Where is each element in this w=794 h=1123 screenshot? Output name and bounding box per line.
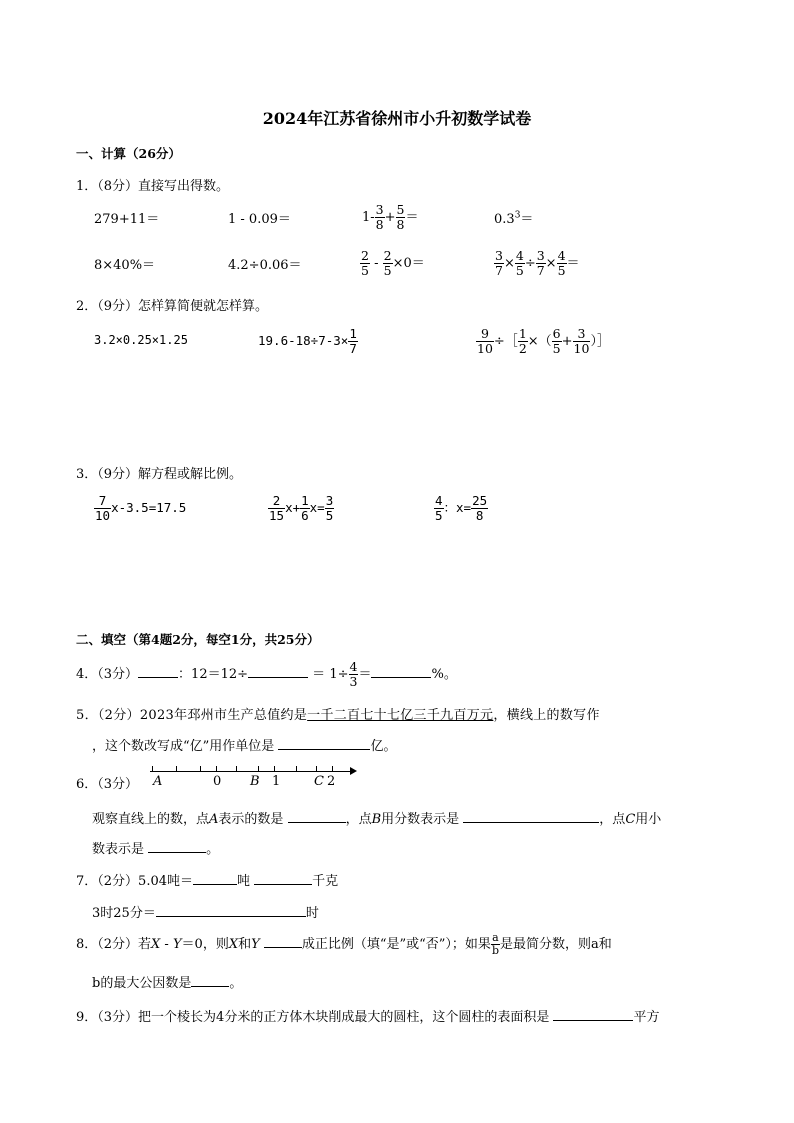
answer-blank[interactable]	[193, 870, 237, 885]
answer-blank[interactable]	[138, 663, 178, 678]
answer-blank[interactable]	[156, 902, 306, 917]
answer-blank[interactable]	[148, 838, 206, 853]
axis-label-c: C	[314, 774, 324, 789]
answer-blank[interactable]	[191, 972, 229, 987]
answer-blank[interactable]	[463, 808, 599, 823]
q2-expr-1: 3.2×0.25×1.25	[94, 333, 188, 347]
q1-item-fraction-expr: $\frac{2}{5}$ - $\frac{2}{5}$ ×0＝	[361, 248, 425, 278]
axis-label-2: 2	[327, 774, 336, 789]
question-5-line-2: ，这个数改写成“亿”用作单位是 亿。	[92, 735, 396, 754]
q2-expr-2: 19.6-18÷7-3× $\frac{1}{7}$	[258, 326, 357, 356]
answer-blank[interactable]	[371, 663, 431, 678]
section-heading-calc: 一、计算（26分）	[76, 146, 181, 161]
q1-item-fraction-expr: $\frac{3}{7}$ × $\frac{4}{5}$ ÷ $\frac{3}{7}$ × $\frac{4}{5}$ ＝	[495, 248, 580, 278]
question-5-line-1: 5．（2分）2023年邳州市生产总值约是一千二百七十七亿三千九百万元，横线上的数写作	[76, 708, 600, 723]
answer-blank[interactable]	[264, 933, 302, 948]
axis-label-0: 0	[213, 774, 222, 789]
answer-blank[interactable]	[288, 808, 346, 823]
q1-item: 279+11＝	[94, 212, 160, 227]
answer-blank[interactable]	[553, 1006, 633, 1021]
question-7-line-2: 3时25分＝ 时	[92, 902, 319, 921]
q3-equation-2: $\frac{2}{15}$ x+ $\frac{1}{6}$ x= $\frac{3}{5}$	[269, 493, 334, 523]
question-6-line-2: 数表示是 。	[92, 838, 219, 857]
q2-expr-3: $\frac{9}{10}$ ÷［ $\frac{1}{2}$ ×（ $\frac{6}{5}$ + $\frac{3}{10}$ ）］	[477, 326, 610, 356]
question-7-line-1: 7．（2分）5.04吨＝ 吨 千克	[76, 870, 338, 889]
underlined-number: 一千二百七十七亿三千九百万元	[307, 708, 494, 723]
answer-blank[interactable]	[278, 735, 370, 750]
axis-label-1: 1	[272, 774, 281, 789]
question-1-label: 1．（8分）直接写出得数。	[76, 179, 230, 194]
question-8-line-1: 8．（2分）若X - Y＝0，则X和Y 成正比例（填“是”或“否”）；如果 $\frac{a}{b}$ 是最简分数，则a和	[76, 931, 612, 957]
question-4: 4．（3分） ：12＝12÷ ＝ 1÷ $\frac{4}{3}$ ＝ %。	[76, 659, 457, 689]
question-9: 9．（3分）把一个棱长为4分米的正方体木块削成最大的圆柱，这个圆柱的表面积是 平方	[76, 1006, 659, 1025]
q1-item: 1 - 0.09＝	[228, 212, 291, 227]
q3-equation-1: $\frac{7}{10}$ x-3.5=17.5	[95, 493, 187, 523]
q1-item-fraction-expr: 1- $\frac{3}{8}$ + $\frac{5}{8}$ ＝	[362, 202, 419, 232]
axis-label-b: B	[250, 774, 260, 789]
q1-item: 4.2÷0.06＝	[228, 258, 302, 273]
answer-blank[interactable]	[248, 663, 308, 678]
axis-label-a: A	[153, 774, 163, 789]
page-title: 2024年江苏省徐州市小升初数学试卷	[262, 109, 532, 128]
q1-item: 8×40%＝	[94, 258, 156, 273]
q3-proportion: $\frac{4}{5}$ ：x= $\frac{25}{8}$	[435, 493, 488, 523]
answer-blank[interactable]	[254, 870, 312, 885]
question-2-label: 2．（9分）怎样算简便就怎样算。	[76, 299, 269, 314]
q1-item: $0.3^3=$	[494, 210, 534, 227]
question-8-line-2: b的最大公因数是 。	[92, 972, 242, 991]
question-3-label: 3．（9分）解方程或解比例。	[76, 467, 243, 482]
question-6-label: 6．（3分）	[76, 777, 139, 792]
section-heading-fill: 二、填空（第4题2分，每空1分，共25分）	[76, 632, 320, 647]
question-6-line-1: 观察直线上的数，点A表示的数是 ，点B用分数表示是 ，点C用小	[92, 808, 661, 827]
